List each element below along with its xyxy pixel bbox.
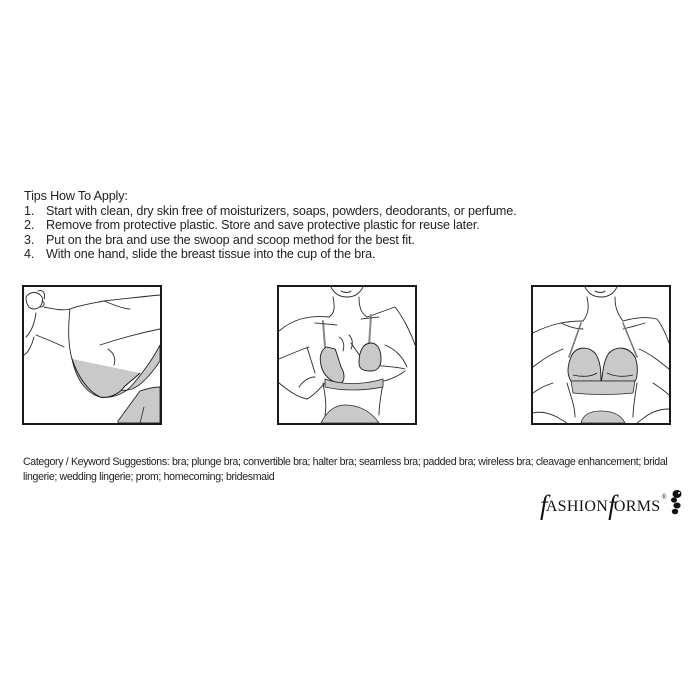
illustration-swoop xyxy=(22,285,162,425)
tip-number: 1. xyxy=(24,203,35,218)
logo-text-part: ASHION xyxy=(545,497,609,515)
fashion-forms-logo xyxy=(540,487,683,520)
tip-item xyxy=(24,233,684,248)
tip-text: Remove from protective plastic. Store and save protective plastic for reuse later. xyxy=(46,218,480,233)
logo-wordmark xyxy=(540,489,668,520)
tip-number: 2. xyxy=(24,218,35,233)
scoop-illustration-icon xyxy=(279,287,415,423)
logo-f-glyph: f xyxy=(540,489,548,520)
tips-section xyxy=(24,189,684,262)
logo-f-glyph: f xyxy=(608,489,616,520)
swoop-illustration-icon xyxy=(24,287,160,423)
tip-text: Start with clean, dry skin free of moisturizers, soaps, powders, deodorants, or perfume. xyxy=(46,203,517,218)
tip-number: 3. xyxy=(24,232,35,247)
footprint-logo-icon xyxy=(669,489,683,515)
tips-title: Tips How To Apply: xyxy=(24,189,128,203)
tip-item xyxy=(24,247,684,262)
final-fit-illustration-icon xyxy=(533,287,669,423)
tip-text: With one hand, slide the breast tissue into the cup of the bra. xyxy=(46,247,376,262)
registered-mark: ® xyxy=(661,492,668,501)
keyword-suggestions: Category / Keyword Suggestions: bra; plunge bra; convertible bra; halter bra; seamless bra; padded bra; wireless bra; cleavage enhancement; bridal lingerie; wedding lingerie; prom; homecoming; bridesmaid xyxy=(23,456,668,483)
logo-text-part: ORMS xyxy=(613,497,661,515)
tip-item xyxy=(24,218,684,233)
illustration-final-fit xyxy=(531,285,671,425)
tip-text: Put on the bra and use the swoop and scoop method for the best fit. xyxy=(46,232,415,247)
tip-number: 4. xyxy=(24,247,35,262)
illustration-scoop xyxy=(277,285,417,425)
tip-item xyxy=(24,204,684,219)
